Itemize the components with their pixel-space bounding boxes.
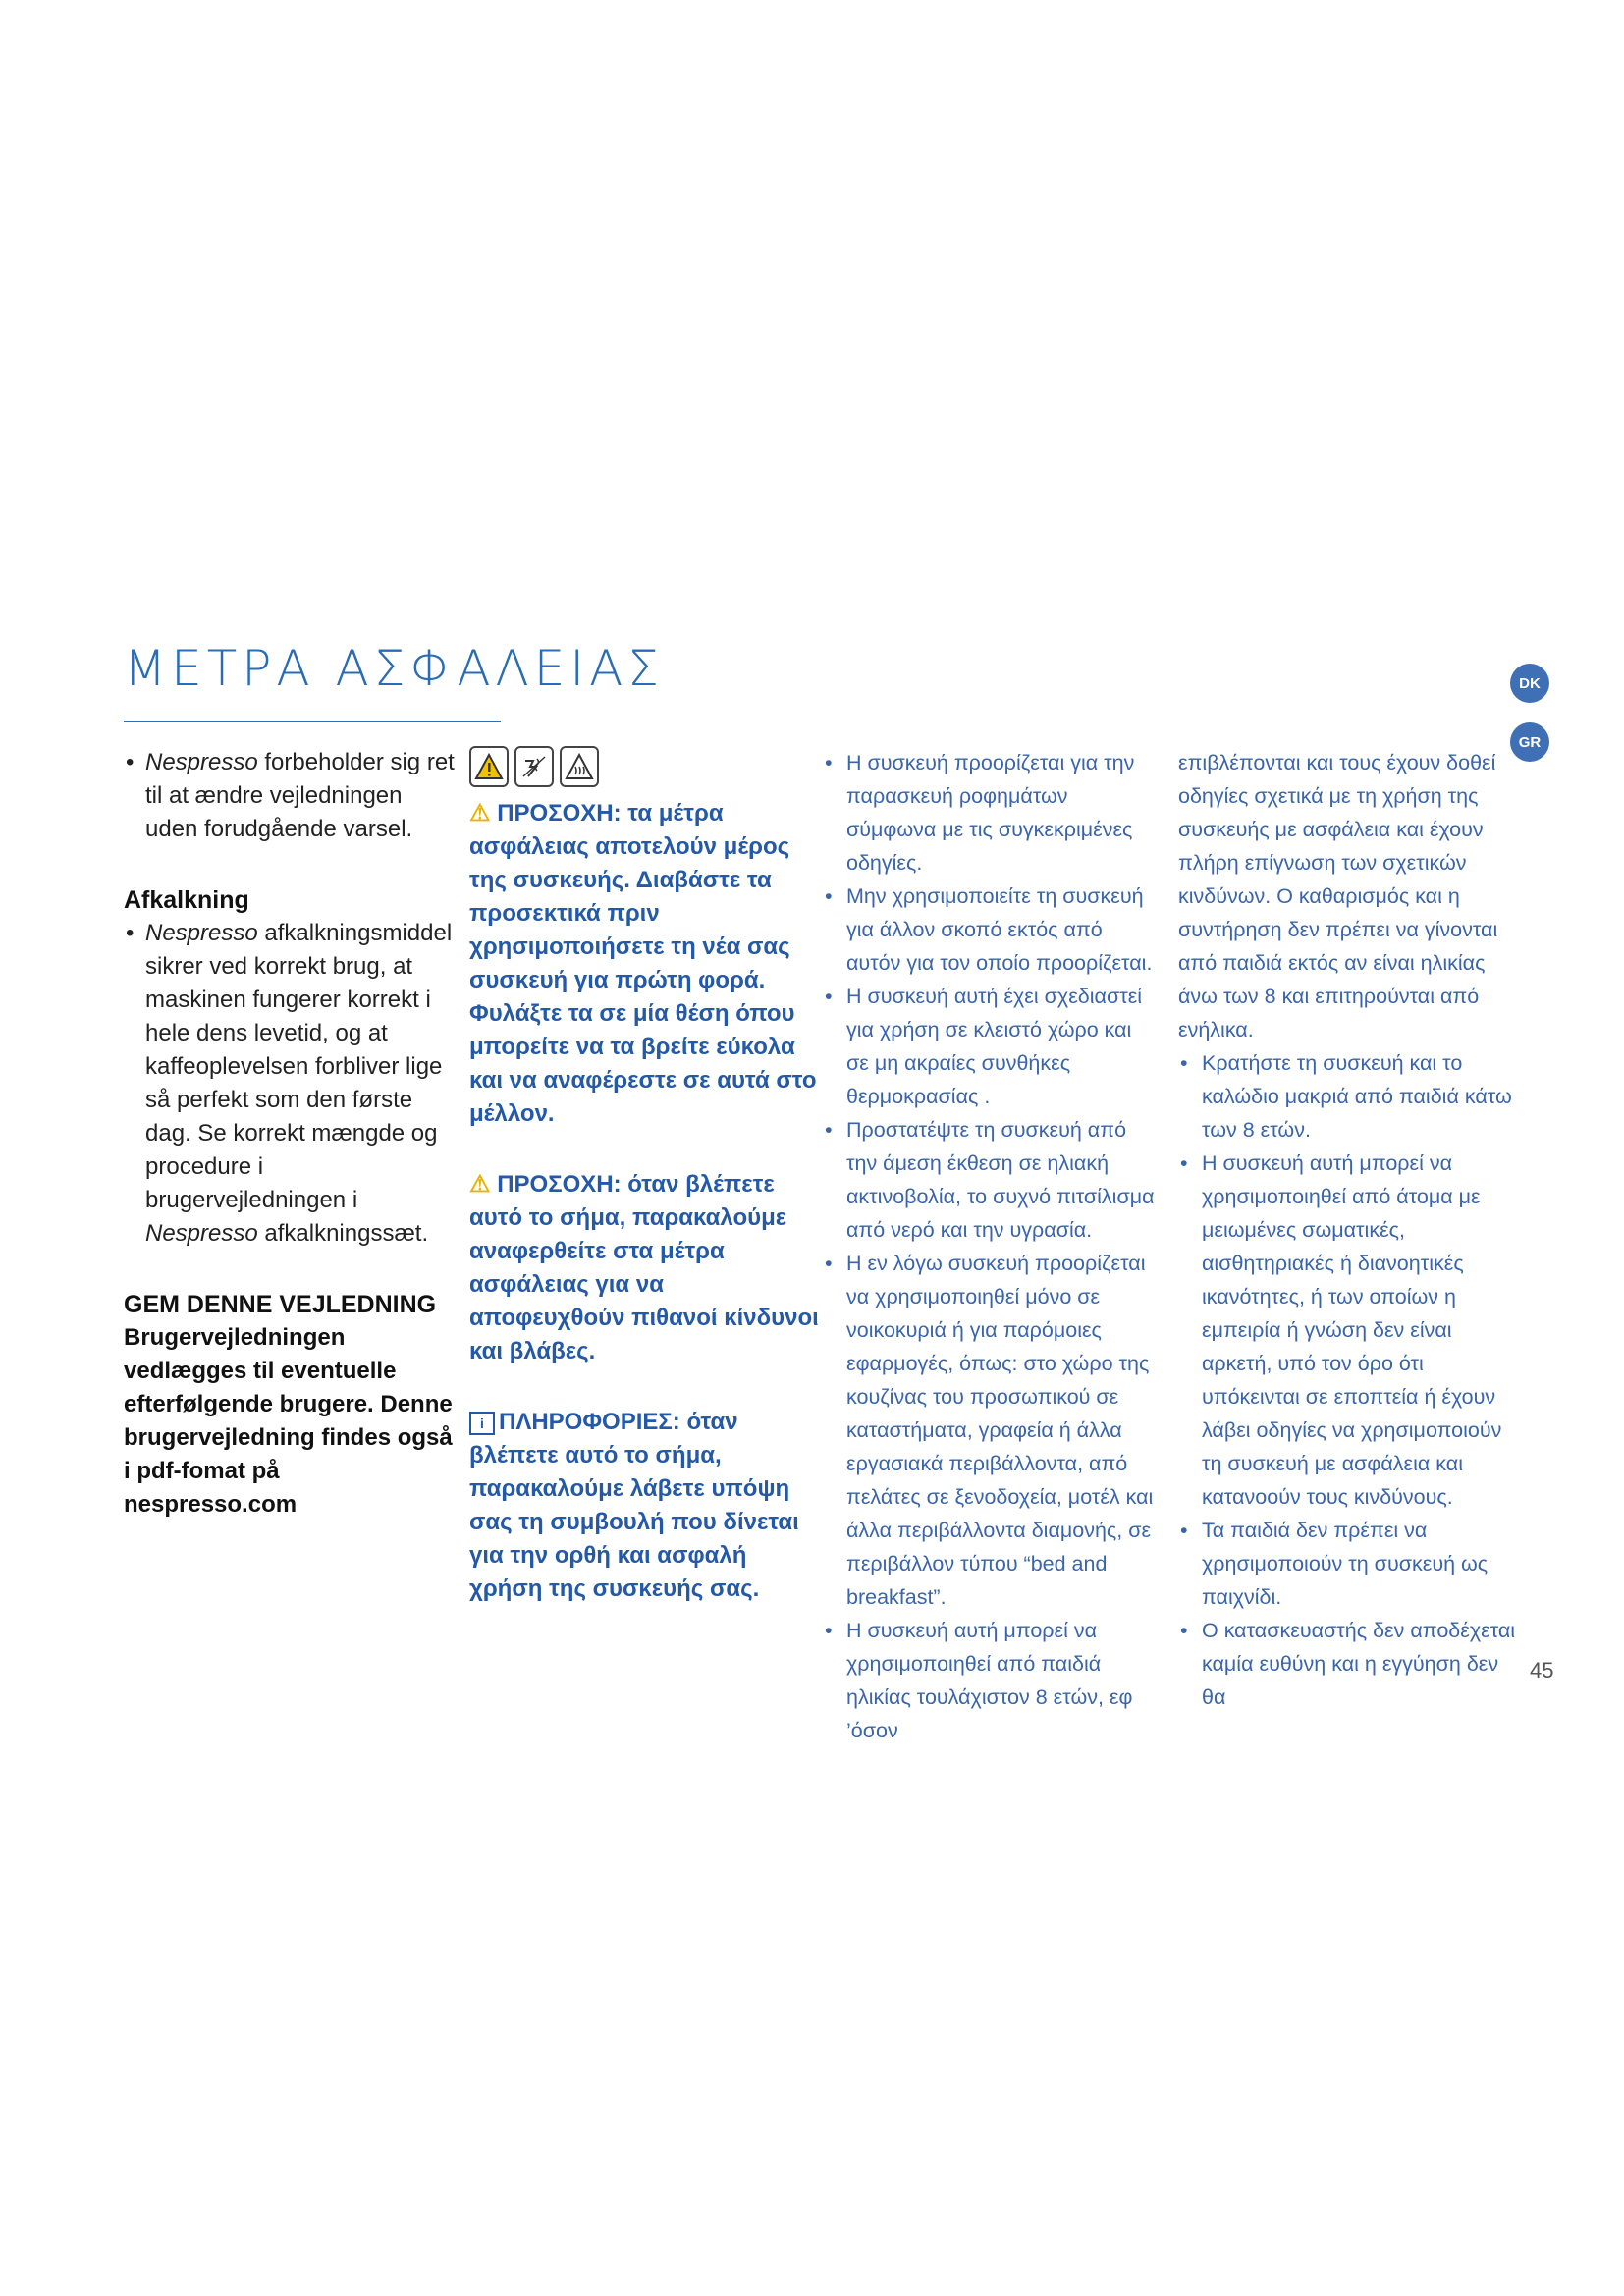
list-item: • Προστατέψτε τη συσκευή από την άμεση έκθεση σε ηλιακή ακτινοβολία, το συχνό πιτσίλισμα από νερό και την υγρασία. — [823, 1113, 1157, 1247]
column-danish — [124, 746, 458, 1522]
column-safety-list-2 — [1178, 746, 1522, 1714]
list-item: • Η συσκευή αυτή μπορεί να χρησιμοποιηθεί από άτομα με μειωμένες σωματικές, αισθητηριακές ή διανοητικές ικανότητες, ή των οποίων η εμπειρία ή γνώση δεν είναι αρκετή, υπό τον όρο ότι υπόκεινται σε εποπτεία ή έχουν λάβει οδηγίες να χρησιμοποιούν τη συσκευή με ασφάλεια και κατανοούν τους κινδύνους. — [1178, 1147, 1522, 1514]
warning-icon: ⚠ — [469, 1171, 491, 1198]
warning-icon — [469, 746, 509, 787]
list-item: • Ο κατασκευαστής δεν αποδέχεται καμία ευθύνη και η εγγύηση δεν θα — [1178, 1614, 1522, 1714]
descaling-bullet: • Nespresso afkalkningsmiddel sikrer ved korrekt brug, at maskinen fungerer korrekt i hele dens levetid, og at kaffeoplevelsen forbliver lige så perfekt som den første dag. Se korrekt mængde og procedure i brugervejledningen i Nespresso afkalkningssæt. — [124, 917, 458, 1251]
notice-bullet: • Nespresso forbeholder sig ret til at ændre vejledningen uden forudgående varsel. — [124, 746, 458, 846]
hot-surface-icon — [560, 746, 599, 787]
electrical-hazard-icon — [514, 746, 554, 787]
list-item: • Μην χρησιμοποιείτε τη συσκευή για άλλον σκοπό εκτός από αυτόν για τον οποίο προορίζεται. — [823, 880, 1157, 980]
list-item: • Κρατήστε τη συσκευή και το καλώδιο μακριά από παιδιά κάτω των 8 ετών. — [1178, 1046, 1522, 1147]
language-tab-gr[interactable]: GR — [1510, 722, 1549, 762]
warning-icon: ⚠ — [469, 800, 491, 827]
title-divider — [124, 721, 501, 722]
list-item: • Η συσκευή προορίζεται για την παρασκευή ροφημάτων σύμφωνα με τις συγκεκριμένες οδηγίες. — [823, 746, 1157, 880]
language-tab-dk[interactable]: DK — [1510, 664, 1549, 703]
info-icon: i — [469, 1412, 495, 1435]
warning-sign-paragraph: ⚠ ΠΡΟΣΟΧΗ: όταν βλέπετε αυτό το σήμα, παρακαλούμε αναφερθείτε στα μέτρα ασφάλειας για να αποφευχθούν πιθανοί κίνδυνοι και βλάβες. — [469, 1171, 819, 1364]
save-instructions-heading: GEM DENNE VEJLEDNING — [124, 1291, 437, 1318]
continued-text: επιβλέπονται και τους έχουν δοθεί οδηγίες σχετικά με τη χρήση της συσκευής με ασφάλεια και έχουν πλήρη επίγνωση των σχετικών κινδύνων. Ο καθαρισμός και η συντήρηση δεν πρέπει να γίνονται από παιδιά εκτός αν είναι ηλικίας άνω των 8 και επιτηρούνται από ενήλικα. — [1178, 751, 1498, 1041]
list-item: • Η συσκευή αυτή μπορεί να χρησιμοποιηθεί από παιδιά ηλικίας τουλάχιστον 8 ετών, εφ ’όσον — [823, 1614, 1157, 1747]
safety-icons — [469, 746, 819, 791]
caution-paragraph: ⚠ ΠΡΟΣΟΧΗ: τα μέτρα ασφάλειας αποτελούν μέρος της συσκευής. Διαβάστε τα προσεκτικά πριν χρησιμοποιήσετε τη νέα σας συσκευή για πρώτη φορά. Φυλάξτε τα σε μία θέση όπου μπορείτε να τα βρείτε εύκολα και να αναφέρεστε σε αυτά στο μέλλον. — [469, 800, 817, 1127]
list-item: • Τα παιδιά δεν πρέπει να χρησιμοποιούν τη συσκευή ως παιχνίδι. — [1178, 1514, 1522, 1614]
page-title: ΜΕΤΡΑ ΑΣΦΑΛΕΙΑΣ — [124, 640, 664, 697]
list-item: • Η εν λόγω συσκευή προορίζεται να χρησιμοποιηθεί μόνο σε νοικοκυριά ή για παρόμοιες εφαρμογές, όπως: στο χώρο της κουζίνας του προσωπικού σε καταστήματα, γραφεία ή άλλα εργασιακά περιβάλλοντα, από πελάτες σε ξενοδοχεία, μοτέλ και άλλα περιβάλλοντα διαμονής, σε περιβάλλον τύπου “bed and breakfast”. — [823, 1247, 1157, 1614]
page-number: 45 — [1530, 1658, 1554, 1682]
information-paragraph: i ΠΛΗΡΟΦΟΡΙΕΣ: όταν βλέπετε αυτό το σήμα, παρακαλούμε λάβετε υπόψη σας τη συμβουλή που δίνεται για την ορθή και ασφαλή χρήση της συσκευής σας. — [469, 1409, 799, 1602]
list-item: • Η συσκευή αυτή έχει σχεδιαστεί για χρήση σε κλειστό χώρο και σε μη ακραίες συνθήκες θερμοκρασίας . — [823, 980, 1157, 1113]
column-safety-intro — [469, 746, 819, 1606]
column-safety-list-1 — [823, 746, 1157, 1747]
save-instructions-text: Brugervejledningen vedlægges til eventuelle efterfølgende brugere. Denne brugervejledning findes også i pdf-fomat på nespresso.com — [124, 1324, 453, 1518]
descaling-heading: Afkalkning — [124, 886, 249, 914]
